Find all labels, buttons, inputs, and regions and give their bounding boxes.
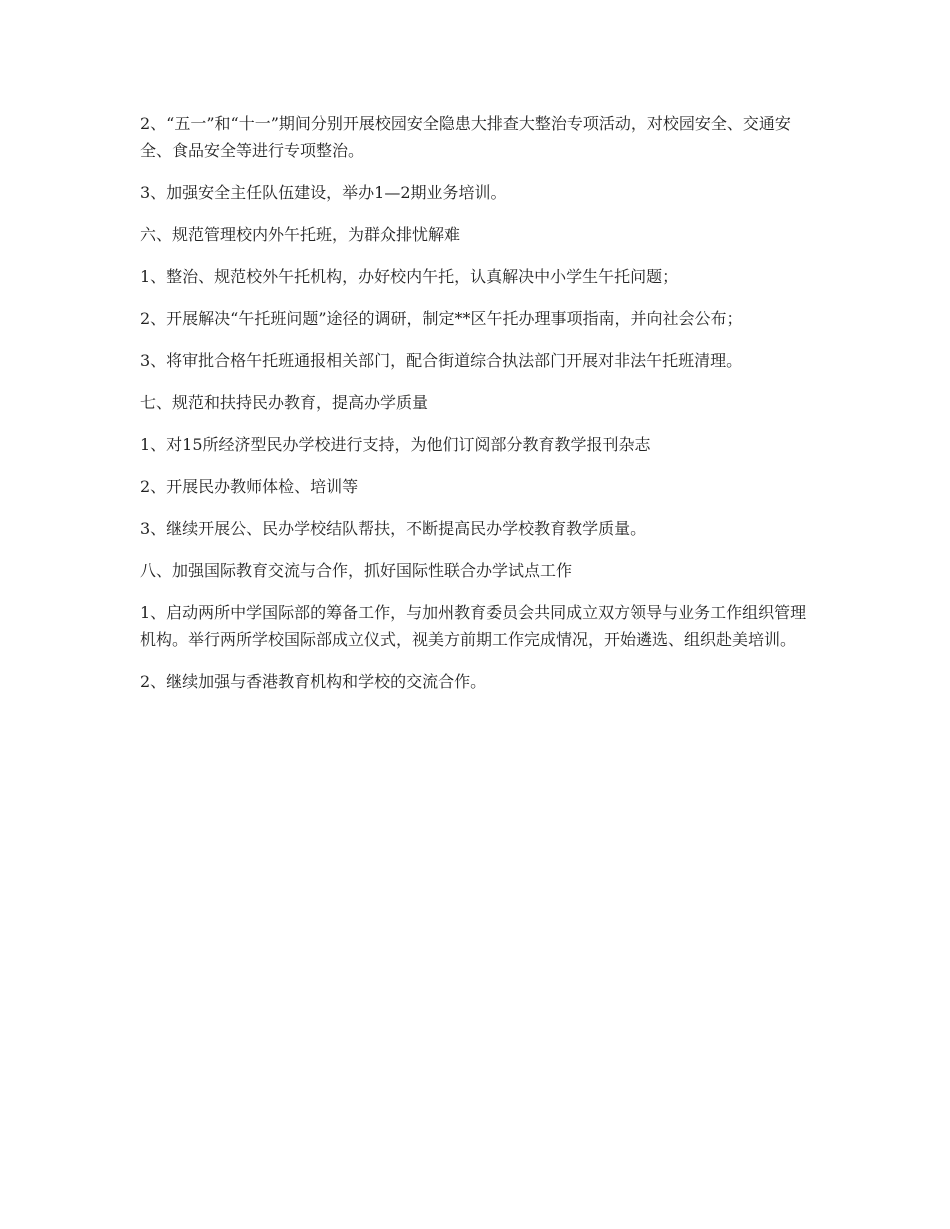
paragraph-private-support: 1、对15所经济型民办学校进行支持，为他们订阅部分教育教学报刊杂志 xyxy=(140,435,651,454)
paragraph-private-teachers: 2、开展民办教师体检、培训等 xyxy=(140,477,359,496)
paragraph-care-cleanup: 3、将审批合格午托班通报相关部门，配合街道综合执法部门开展对非法午托班清理。 xyxy=(140,351,743,370)
section-heading-private-education: 七、规范和扶持民办教育，提高办学质量 xyxy=(140,393,429,412)
paragraph-care-guideline: 2、开展解决“午托班问题”途径的调研，制定**区午托办理事项指南，并向社会公布； xyxy=(140,309,743,328)
paragraph-care-regulation: 1、整治、规范校外午托机构，办好校内午托，认真解决中小学生午托问题； xyxy=(140,267,679,286)
paragraph-safety-training: 3、加强安全主任队伍建设，举办1—2期业务培训。 xyxy=(140,183,507,202)
paragraph-hongkong-cooperation: 2、继续加强与香港教育机构和学校的交流合作。 xyxy=(140,672,487,691)
section-heading-international-education: 八、加强国际教育交流与合作，抓好国际性联合办学试点工作 xyxy=(140,561,573,580)
paragraph-safety-rectification: 2、“五一”和“十一”期间分别开展校园安全隐患大排查大整治专项活动，对校园安全、交通安全、食品安全等进行专项整治。 xyxy=(140,114,791,160)
section-heading-after-school-care: 六、规范管理校内外午托班，为群众排忧解难 xyxy=(140,225,461,244)
document-body xyxy=(140,110,812,710)
paragraph-private-pairing: 3、继续开展公、民办学校结队帮扶，不断提高民办学校教育教学质量。 xyxy=(140,519,647,538)
paragraph-international-department: 1、启动两所中学国际部的筹备工作，与加州教育委员会共同成立双方领导与业务工作组织管理机构。举行两所学校国际部成立仪式，视美方前期工作完成情况，开始遴选、组织赴美培训。 xyxy=(140,603,807,649)
